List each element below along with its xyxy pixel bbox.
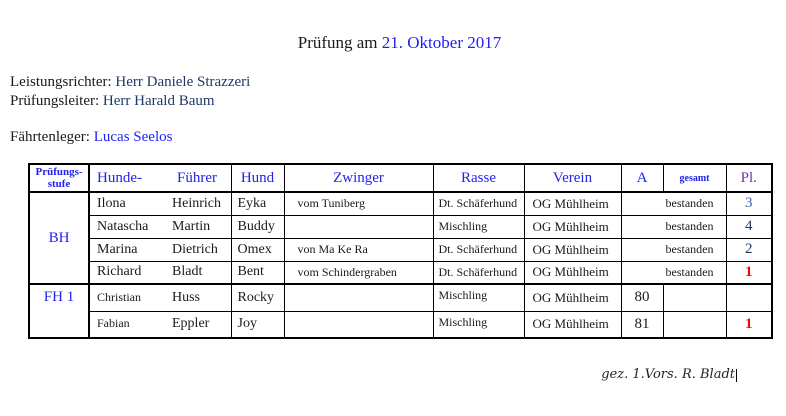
handler-last-name: Eppler bbox=[172, 316, 210, 332]
breed-cell: Mischling bbox=[433, 284, 524, 311]
handler-name-cell bbox=[89, 238, 231, 261]
place-cell: 2 bbox=[726, 238, 772, 261]
table-row bbox=[29, 192, 772, 215]
table-row bbox=[29, 215, 772, 238]
table-row bbox=[29, 261, 772, 284]
handler-first-name: Natascha bbox=[97, 218, 149, 234]
handler-name-cell bbox=[89, 261, 231, 284]
kennel-cell: von Ma Ke Ra bbox=[284, 238, 433, 261]
handler-last-name: Heinrich bbox=[172, 195, 221, 211]
col-header-gesamt: gesamt bbox=[663, 164, 726, 192]
col-header-verein: Verein bbox=[524, 164, 621, 192]
result-cell bbox=[663, 284, 726, 311]
col-header-pruefungsstufe-line1: Prüfungs- bbox=[35, 166, 83, 178]
handler-name-cell bbox=[89, 192, 231, 215]
header-row bbox=[29, 164, 772, 192]
title-date: 21. Oktober 2017 bbox=[381, 33, 502, 52]
breed-cell: Dt. Schäferhund bbox=[433, 261, 524, 284]
officials-block bbox=[10, 73, 250, 111]
col-header-pruefungsstufe bbox=[29, 164, 89, 192]
tracklayer-label: Fährtenleger: bbox=[10, 129, 90, 145]
result-cell: bestanden bbox=[621, 215, 726, 238]
breed-cell: Mischling bbox=[433, 311, 524, 338]
dog-name-cell: Buddy bbox=[231, 215, 284, 238]
result-cell: bestanden bbox=[621, 261, 726, 284]
table-row bbox=[29, 238, 772, 261]
col-header-hund: Hund bbox=[231, 164, 284, 192]
col-header-hunde: Hunde- bbox=[97, 169, 142, 186]
tracklayer-name: Lucas Seelos bbox=[93, 129, 173, 145]
club-cell: OG Mühlheim bbox=[524, 284, 621, 311]
handler-name-cell bbox=[89, 311, 231, 338]
points-a-cell: 80 bbox=[621, 284, 663, 311]
col-header-zwinger: Zwinger bbox=[284, 164, 433, 192]
result-cell: bestanden bbox=[621, 238, 726, 261]
col-header-hundefuehrer bbox=[89, 164, 231, 192]
club-cell: OG Mühlheim bbox=[524, 311, 621, 338]
club-cell: OG Mühlheim bbox=[524, 261, 621, 284]
col-header-pruefungsstufe-line2: stufe bbox=[47, 178, 71, 190]
trial-leader-label: Prüfungsleiter: bbox=[10, 93, 100, 109]
handler-first-name: Fabian bbox=[97, 316, 130, 331]
handler-last-name: Bladt bbox=[172, 264, 203, 280]
dog-name-cell: Omex bbox=[231, 238, 284, 261]
handler-name-cell bbox=[89, 215, 231, 238]
club-cell: OG Mühlheim bbox=[524, 238, 621, 261]
kennel-cell: vom Tuniberg bbox=[284, 192, 433, 215]
breed-cell: Dt. Schäferhund bbox=[433, 238, 524, 261]
signature-text: gez. 1.Vors. R. Bladt bbox=[601, 367, 735, 382]
col-header-platz: Pl. bbox=[726, 164, 772, 192]
group-label-fh1: FH 1 bbox=[29, 284, 89, 338]
result-cell: bestanden bbox=[621, 192, 726, 215]
dog-name-cell: Bent bbox=[231, 261, 284, 284]
page-title bbox=[28, 33, 771, 53]
place-cell: 1 bbox=[726, 261, 772, 284]
place-cell: 3 bbox=[726, 192, 772, 215]
judge-label: Leistungsrichter: bbox=[10, 74, 112, 90]
kennel-cell bbox=[284, 215, 433, 238]
kennel-cell bbox=[284, 284, 433, 311]
handler-last-name: Dietrich bbox=[172, 241, 218, 257]
handler-name-cell bbox=[89, 284, 231, 311]
trial-leader-line bbox=[10, 92, 250, 111]
table-row bbox=[29, 311, 772, 338]
text-cursor bbox=[736, 369, 737, 382]
place-cell: 4 bbox=[726, 215, 772, 238]
table-row bbox=[29, 284, 772, 311]
dog-name-cell: Rocky bbox=[231, 284, 284, 311]
trial-leader-name: Herr Harald Baum bbox=[102, 93, 215, 109]
result-cell bbox=[663, 311, 726, 338]
handler-first-name: Ilona bbox=[97, 195, 126, 211]
place-cell: 1 bbox=[726, 311, 772, 338]
kennel-cell bbox=[284, 311, 433, 338]
handler-first-name: Richard bbox=[97, 264, 142, 280]
dog-name-cell: Joy bbox=[231, 311, 284, 338]
breed-cell: Mischling bbox=[433, 215, 524, 238]
handler-first-name: Christian bbox=[97, 289, 141, 304]
judge-line bbox=[10, 73, 250, 92]
results-table bbox=[28, 163, 773, 339]
col-header-fuehrer: Führer bbox=[177, 169, 217, 186]
club-cell: OG Mühlheim bbox=[524, 192, 621, 215]
handler-last-name: Huss bbox=[172, 289, 201, 305]
col-header-a: A bbox=[621, 164, 663, 192]
judge-name: Herr Daniele Strazzeri bbox=[115, 74, 251, 90]
club-cell: OG Mühlheim bbox=[524, 215, 621, 238]
tracklayer-line bbox=[10, 129, 172, 146]
signature bbox=[577, 367, 737, 382]
breed-cell: Dt. Schäferhund bbox=[433, 192, 524, 215]
col-header-rasse: Rasse bbox=[433, 164, 524, 192]
kennel-cell: vom Schindergraben bbox=[284, 261, 433, 284]
place-cell bbox=[726, 284, 772, 311]
points-a-cell: 81 bbox=[621, 311, 663, 338]
dog-name-cell: Eyka bbox=[231, 192, 284, 215]
handler-first-name: Marina bbox=[97, 241, 138, 257]
title-text: Prüfung am bbox=[297, 33, 378, 52]
handler-last-name: Martin bbox=[172, 218, 211, 234]
group-label-bh: BH bbox=[29, 192, 89, 284]
